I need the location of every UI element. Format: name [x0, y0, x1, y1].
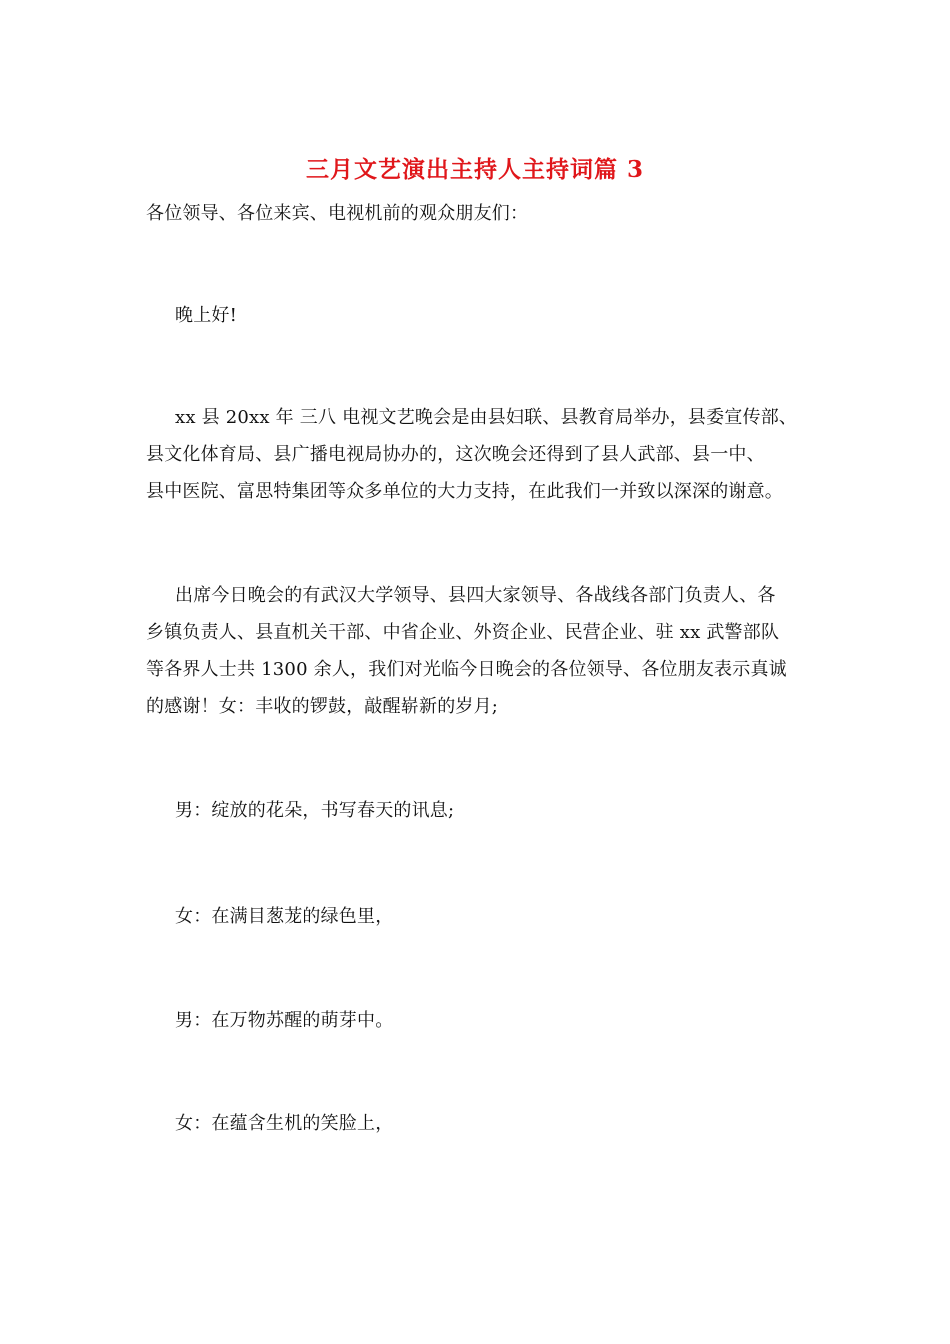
paragraph-line: 县中医院、富思特集团等众多单位的大力支持，在此我们一并致以深深的谢意。 [146, 481, 783, 502]
paragraph-sponsors [146, 399, 810, 510]
paragraph-line: 的感谢！女：丰收的锣鼓，敲醒崭新的岁月; [146, 696, 499, 717]
dialogue-line: 男：绽放的花朵，书写春天的讯息; [175, 800, 455, 821]
paragraph-line: 乡镇负责人、县直机关干部、中省企业、外资企业、民营企业、驻 xx 武警部队 [146, 622, 780, 643]
paragraph-attendees [146, 577, 810, 725]
dialogue-line: 男：在万物苏醒的萌芽中。 [175, 1010, 394, 1031]
salutation: 各位领导、各位来宾、电视机前的观众朋友们： [146, 203, 529, 224]
dialogue-line: 女：在满目葱茏的绿色里， [175, 906, 394, 927]
greeting: 晚上好! [175, 305, 238, 326]
paragraph-line: 出席今日晚会的有武汉大学领导、县四大家领导、各战线各部门负责人、各 [175, 585, 776, 606]
paragraph-line: xx 县 20xx 年 三八 电视文艺晚会是由县妇联、县教育局举办，县委宣传部、 [175, 407, 798, 428]
document-title: 三月文艺演出主持人主持词篇 3 [305, 156, 644, 183]
paragraph-line: 等各界人士共 1300 余人，我们对光临今日晚会的各位领导、各位朋友表示真诚 [146, 659, 787, 680]
dialogue-line: 女：在蕴含生机的笑脸上， [175, 1113, 394, 1134]
paragraph-line: 县文化体育局、县广播电视局协办的，这次晚会还得到了县人武部、县一中、 [146, 444, 765, 465]
